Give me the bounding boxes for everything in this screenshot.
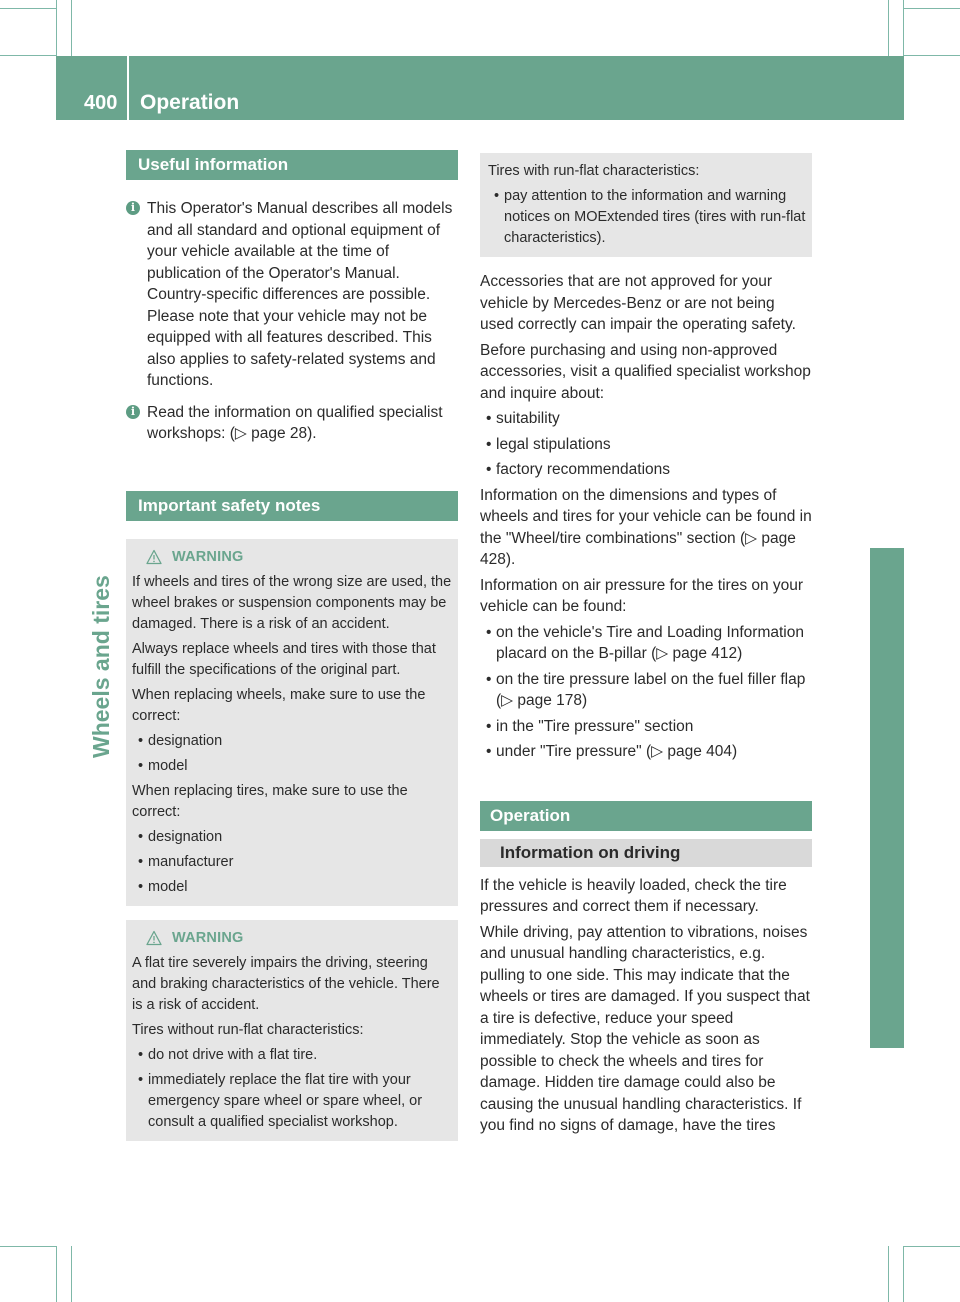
body-paragraph: Before purchasing and using non-approved accessories, visit a qualified specialist workshop and inquire about:	[480, 341, 811, 402]
body-paragraph: Information on air pressure for the tires on your vehicle can be found:	[480, 576, 804, 615]
info-note-text: This Operator's Manual describes all models and all standard and optional equipment of your vehicle available at the time of publication of the Operator's Manual. Country-specific differences are possible. Please note that your vehicle may not be equipped with all features described. This also applies to safety-related systems and functions.	[147, 200, 453, 389]
crop-mark	[904, 1246, 960, 1247]
body-paragraph: Accessories that are not approved for your vehicle by Mercedes-Benz or are not being used correctly can impair the operating safety.	[480, 273, 796, 333]
list-item: • suitability	[486, 410, 560, 427]
right-column	[480, 153, 812, 1137]
list-item: • pay attention to the information and warning notices on MOExtended tires (tires with run-flat characteristics).	[494, 188, 806, 246]
side-tab-label: Wheels and tires	[88, 575, 114, 758]
warning-text: Always replace wheels and tires with those that fulfill the specifications of the original part.	[132, 640, 436, 678]
warning-text: When replacing tires, make sure to use the correct:	[132, 782, 408, 820]
crop-mark	[0, 55, 56, 56]
runflat-note-text: Tires with run-flat characteristics:	[488, 163, 700, 179]
crop-mark	[888, 1246, 889, 1302]
info-circle-icon: i	[126, 402, 144, 420]
runflat-note-box	[480, 153, 812, 257]
warning-header	[132, 547, 452, 568]
list-item: • model	[138, 878, 188, 895]
left-column	[126, 150, 458, 1141]
warning-label: WARNING	[172, 929, 244, 946]
warning-triangle-icon	[146, 930, 162, 946]
crop-mark	[888, 0, 889, 56]
list-item: • factory recommendations	[486, 461, 671, 478]
list-item: • on the vehicle's Tire and Loading Information placard on the B-pillar (▷ page 412)	[486, 623, 804, 662]
list-item: • designation	[138, 732, 223, 749]
warning-triangle-icon	[146, 549, 162, 565]
crop-mark	[71, 1246, 72, 1302]
list-item: • do not drive with a flat tire.	[138, 1046, 318, 1063]
section-heading-operation: Operation	[480, 801, 812, 831]
warning-box	[126, 539, 458, 906]
list-item: • immediately replace the flat tire with your emergency spare wheel or spare wheel, or consult a qualified specialist workshop.	[138, 1071, 423, 1130]
warning-label: WARNING	[172, 548, 244, 565]
warning-box	[126, 920, 458, 1141]
info-note	[126, 198, 458, 392]
info-note	[126, 402, 458, 445]
info-circle-icon: i	[126, 198, 144, 216]
section-heading-important-safety-notes: Important safety notes	[126, 491, 458, 521]
crop-mark	[71, 0, 72, 56]
crop-mark	[56, 0, 57, 56]
subsection-heading-information-on-driving: Information on driving	[480, 839, 812, 867]
crop-mark	[56, 1246, 57, 1302]
warning-text: When replacing wheels, make sure to use the correct:	[132, 686, 426, 724]
list-item: • legal stipulations	[486, 435, 611, 453]
warning-text: If wheels and tires of the wrong size are used, the wheel brakes or suspension components may be damaged. There is a risk of an accident.	[132, 573, 452, 632]
info-note-text: Read the information on qualified specialist workshops: (▷ page 28).	[147, 403, 443, 442]
warning-header	[132, 928, 452, 949]
crop-mark	[904, 55, 960, 56]
crop-mark	[904, 8, 960, 9]
crop-mark	[903, 0, 904, 56]
list-item: • model	[138, 757, 188, 774]
body-paragraph: If the vehicle is heavily loaded, check the tire pressures and correct them if necessary.	[480, 876, 787, 915]
header-divider	[127, 56, 129, 120]
crop-mark	[0, 1246, 56, 1247]
page-number: 400	[84, 92, 118, 114]
list-item: • manufacturer	[138, 853, 234, 870]
body-paragraph: Information on the dimensions and types of wheels and tires for your vehicle can be found in the "Wheel/tire combinations" section (▷ page 428).	[480, 486, 812, 568]
list-item: • under "Tire pressure" (▷ page 404)	[486, 743, 738, 760]
warning-text: A flat tire severely impairs the driving, steering and braking characteristics of the vehicle. There is a risk of accident.	[132, 954, 440, 1013]
list-item: • designation	[138, 828, 223, 845]
list-item: • in the "Tire pressure" section	[486, 717, 694, 735]
body-paragraph: While driving, pay attention to vibrations, noises and unusual handling characteristics, e.g. pulling to one side. This may indicate that the wheels or tires are damaged. If you suspect that a tire is defective, reduce your speed immediately. Stop the vehicle as soon as possible to check the wheels and tires for damage. Hidden tire damage could also be causing the unusual handling characteristics. If you find no signs of damage, have the tires	[480, 923, 810, 1134]
list-item: • on the tire pressure label on the fuel filler flap (▷ page 178)	[486, 670, 806, 709]
side-tab	[870, 548, 904, 1048]
warning-text: Tires without run-flat characteristics:	[132, 1021, 364, 1038]
crop-mark	[903, 1246, 904, 1302]
section-heading-useful-information: Useful information	[126, 150, 458, 180]
page-title: Operation	[140, 91, 240, 114]
crop-mark	[0, 8, 56, 9]
